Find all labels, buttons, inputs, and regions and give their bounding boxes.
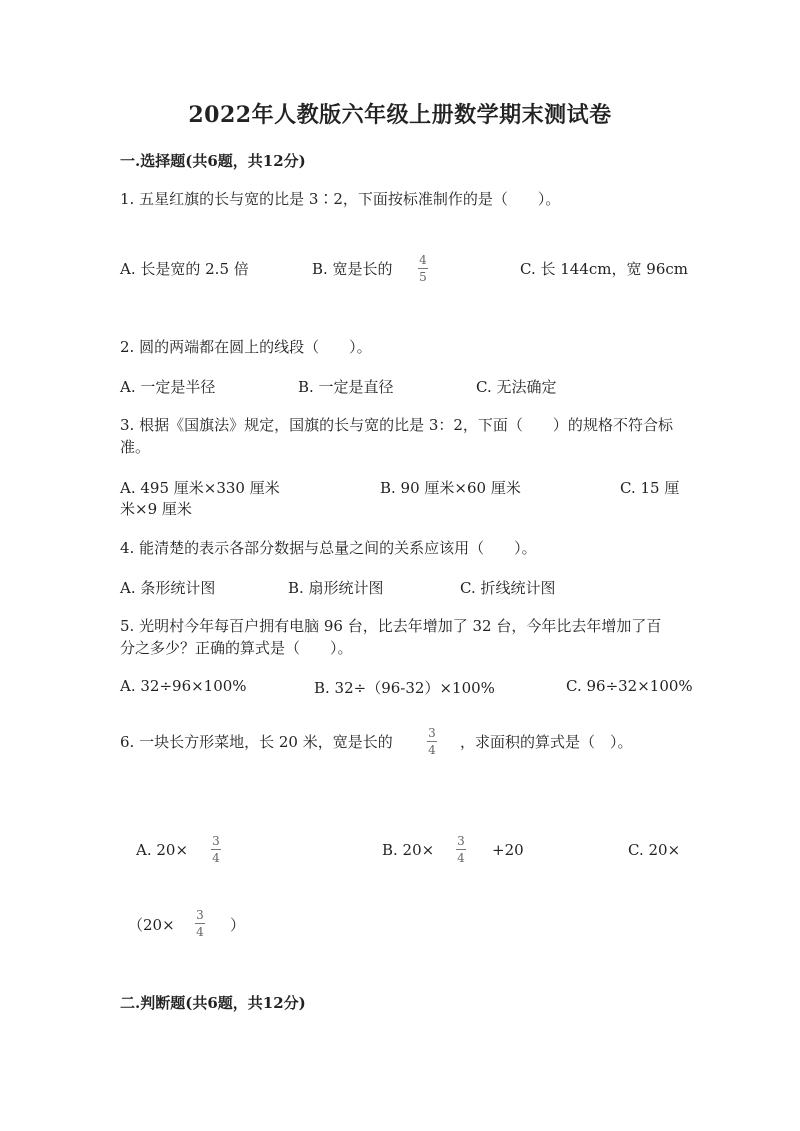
q6-option-c: C. 20× [628,841,681,859]
fraction-denominator: 5 [419,270,427,284]
q6-option-b-suffix: +20 [492,841,524,859]
q4-option-a: A. 条形统计图 [120,579,216,597]
fraction-numerator: 3 [457,834,465,848]
q6-option-c-fraction [195,908,205,939]
q4-option-c: C. 折线统计图 [460,579,556,597]
q2-option-c: C. 无法确定 [476,378,557,396]
q6-option-b-fraction [456,834,466,865]
page-title: 2022年人教版六年级上册数学期末测试卷 [188,102,612,128]
question-6: 6. 一块长方形菜地，长 20 米，宽是长的 [120,733,393,751]
q5-option-c: C. 96÷32×100% [566,677,693,695]
fraction-denominator: 4 [196,925,204,939]
fraction-denominator: 4 [428,743,436,757]
q6-fraction [427,726,437,757]
fraction-bar [211,849,221,850]
q1-option-a: A. 长是宽的 2.5 倍 [120,260,249,278]
q6-option-a: A. 20× [136,841,189,859]
question-1: 1. 五星红旗的长与宽的比是 3∶2，下面按标准制作的是（ ）。 [120,190,561,208]
fraction-bar [418,268,428,269]
fraction-numerator: 3 [428,726,436,740]
q5-option-b: B. 32÷（96-32）×100% [314,679,495,697]
fraction-bar [195,923,205,924]
fraction-bar [427,741,437,742]
fraction-denominator: 4 [457,851,465,865]
q3-option-c-continued: 米×9 厘米 [120,500,192,518]
fraction-numerator: 3 [212,834,220,848]
fraction-denominator: 4 [212,851,220,865]
q6-option-c-close: ） [230,916,246,934]
q1-option-b-fraction [418,253,428,284]
question-3: 3. 根据《国旗法》规定，国旗的长与宽的比是 3：2，下面（ ）的规格不符合标准。 [120,416,673,456]
section-heading-judgment: 二.判断题(共6题，共12分) [120,994,306,1012]
fraction-numerator: 3 [196,908,204,922]
q3-option-c: C. 15 厘 [620,479,680,497]
q6-option-b: B. 20× [382,841,435,859]
question-6-continued: ，求面积的算式是（ ）。 [460,733,633,751]
q1-option-b: B. 宽是长的 [312,260,393,278]
fraction-bar [456,849,466,850]
fraction-numerator: 4 [419,253,427,267]
q5-option-a: A. 32÷96×100% [120,677,247,695]
section-heading-choice: 一.选择题(共6题，共12分) [120,152,306,170]
q6-option-a-fraction [211,834,221,865]
q1-option-c: C. 长 144cm，宽 96cm [520,260,688,278]
q6-option-c-continued: （20× [128,916,175,934]
q3-option-a: A. 495 厘米×330 厘米 [120,479,280,497]
question-5: 5. 光明村今年每百户拥有电脑 96 台，比去年增加了 32 台，今年比去年增加了百分之多少？正确的算式是（ ）。 [120,617,662,657]
q2-option-a: A. 一定是半径 [120,378,216,396]
q2-option-b: B. 一定是直径 [298,378,394,396]
question-4: 4. 能清楚的表示各部分数据与总量之间的关系应该用（ ）。 [120,539,537,557]
q4-option-b: B. 扇形统计图 [288,579,384,597]
question-2: 2. 圆的两端都在圆上的线段（ ）。 [120,338,372,356]
q3-option-b: B. 90 厘米×60 厘米 [380,479,521,497]
